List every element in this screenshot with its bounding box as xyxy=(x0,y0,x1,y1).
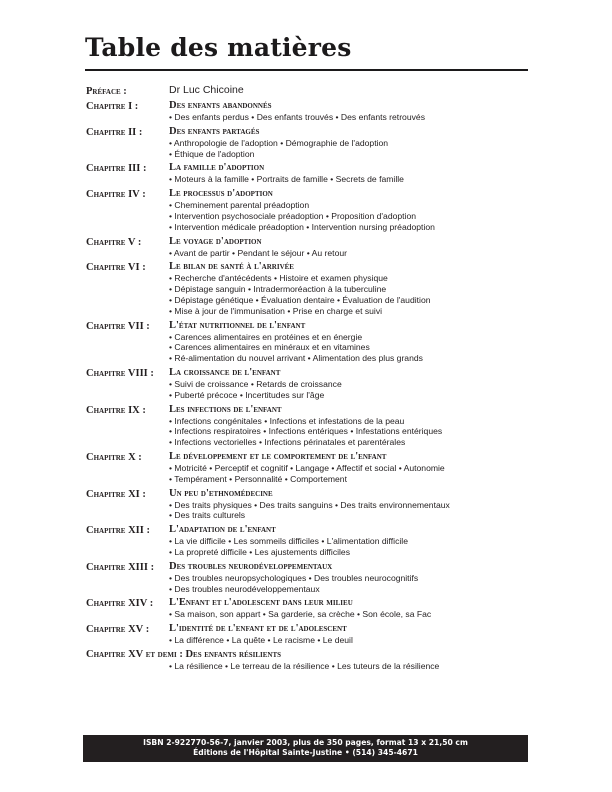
topic-line: • Cheminement parental préadoption xyxy=(169,200,310,211)
toc-entry-chapter xyxy=(86,596,528,620)
toc-entry-chapter xyxy=(86,319,528,364)
entry-label: Chapitre VIII : xyxy=(86,367,154,379)
preface-author: Dr Luc Chicoine xyxy=(169,84,244,96)
entry-label: Chapitre VI : xyxy=(86,262,146,274)
topic-line: • Dépistage sanguin • Intradermoréaction à la tuberculine xyxy=(169,284,387,295)
chapter-topics xyxy=(169,500,528,522)
publication-info-bar xyxy=(83,735,528,762)
title-rule xyxy=(85,69,528,71)
entry-label: Chapitre XIII : xyxy=(86,561,155,573)
chapter-topics xyxy=(169,573,528,595)
toc-entry-chapter xyxy=(86,487,528,522)
chapter-title: Le voyage d'adoption xyxy=(169,235,262,247)
chapter-title: L'identité de l'enfant et de l'adolescent xyxy=(169,623,347,635)
topic-line: • Infections vectorielles • Infections périnatales et parentérales xyxy=(169,437,406,448)
topic-line: • Motricité • Perceptif et cognitif • Langage • Affectif et social • Autonomie xyxy=(169,462,445,473)
topic-line: • Des troubles neurodéveloppementaux xyxy=(169,583,320,594)
toc-entry-chapter xyxy=(86,560,528,595)
topic-line: • Intervention médicale préadoption • Intervention nursing préadoption xyxy=(169,221,435,232)
topic-line: • Éthique de l'adoption xyxy=(169,148,255,159)
toc-entry-chapter xyxy=(86,523,528,558)
toc-entry-chapter xyxy=(86,99,528,123)
toc-entry-chapter xyxy=(86,366,528,401)
toc-entry-chapter xyxy=(86,235,528,259)
toc-entry-preface xyxy=(86,84,528,97)
toc-entry-chapter xyxy=(86,622,528,646)
chapter-topics xyxy=(169,379,528,401)
entry-label: Chapitre X : xyxy=(86,451,142,463)
topic-line: • La vie difficile • Les sommeils difficiles • L'alimentation difficile xyxy=(169,536,408,547)
chapter-title: L'adaptation de l'enfant xyxy=(169,524,276,536)
entry-label: Chapitre III : xyxy=(86,163,147,175)
toc-entry-chapter xyxy=(86,260,528,316)
chapter-topics xyxy=(169,536,528,558)
entry-label: Chapitre IV : xyxy=(86,189,146,201)
entry-label: Chapitre XV : xyxy=(86,624,150,636)
topic-line: • La différence • La quête • Le racisme • Le deuil xyxy=(169,635,353,646)
topic-line: • Tempérament • Personnalité • Comportement xyxy=(169,473,347,484)
topic-line: • Dépistage génétique • Évaluation dentaire • Évaluation de l'audition xyxy=(169,294,431,305)
topic-line: • Des troubles neuropsychologiques • Des troubles neurocognitifs xyxy=(169,572,419,583)
topic-line: • Avant de partir • Pendant le séjour • Au retour xyxy=(169,247,347,258)
entry-label: Chapitre VII : xyxy=(86,320,150,332)
entry-label: Chapitre IX : xyxy=(86,404,146,416)
topic-line: • Moteurs à la famille • Portraits de famille • Secrets de famille xyxy=(169,174,404,185)
chapter-topics xyxy=(169,463,528,485)
topic-line: • Anthropologie de l'adoption • Démographie de l'adoption xyxy=(169,137,389,148)
entry-label: Chapitre XIV : xyxy=(86,598,154,610)
toc-entry-last-chapter xyxy=(86,648,528,672)
topic-line: • Ré-alimentation du nouvel arrivant • Alimentation des plus grands xyxy=(169,353,423,364)
page-title: Table des matières xyxy=(85,33,352,62)
topic-line: • Intervention psychosociale préadoption • Proposition d'adoption xyxy=(169,210,417,221)
topic-line: • La propreté difficile • Les ajustements difficiles xyxy=(169,546,351,557)
chapter-topics xyxy=(169,248,528,259)
chapter-title: Des enfants résilients xyxy=(185,648,282,660)
chapter-title: Un peu d'ethnomédecine xyxy=(169,487,273,499)
topic-line: • Carences alimentaires en minéraux et en vitamines xyxy=(169,342,370,353)
chapter-title: Des troubles neurodéveloppementaux xyxy=(169,560,333,572)
chapter-topics xyxy=(169,332,528,364)
chapter-title: Des enfants abandonnés xyxy=(169,100,272,111)
chapter-topics xyxy=(169,112,528,123)
topic-line: • Recherche d'antécédents • Histoire et examen physique xyxy=(169,273,388,284)
topic-line: • Des enfants perdus • Des enfants trouvés • Des enfants retrouvés xyxy=(169,112,425,122)
isbn-line: ISBN 2-922770-56-7, janvier 2003, plus de 350 pages, format 13 x 21,50 cm xyxy=(143,738,468,747)
chapter-topics xyxy=(169,416,528,448)
toc-entry-chapter xyxy=(86,161,528,185)
entry-label: Chapitre I : xyxy=(86,101,139,112)
chapter-title: Le développement et le comportement de l'enfant xyxy=(169,450,387,462)
chapter-topics xyxy=(169,200,528,232)
topic-line: • Infections congénitales • Infections et infestations de la peau xyxy=(169,415,405,426)
entry-label: Chapitre XII : xyxy=(86,525,150,537)
entry-label: Chapitre XV et demi : xyxy=(86,648,183,660)
topic-line: • Puberté précoce • Incertitudes sur l'âge xyxy=(169,389,325,400)
entry-label: Préface : xyxy=(86,86,127,97)
entry-label: Chapitre XI : xyxy=(86,488,146,500)
topic-line: • Suivi de croissance • Retards de croissance xyxy=(169,378,342,389)
topic-line: • Sa maison, son appart • Sa garderie, sa crèche • Son école, sa Fac xyxy=(169,609,432,620)
chapter-topics xyxy=(86,661,528,672)
toc-entry-chapter xyxy=(86,403,528,448)
topic-line: • Carences alimentaires en protéines et en énergie xyxy=(169,331,363,342)
chapter-topics xyxy=(169,273,528,316)
topic-line: • La résilience • Le terreau de la résilience • Les tuteurs de la résilience xyxy=(169,660,440,671)
toc-entry-chapter xyxy=(86,187,528,232)
chapter-title: Les infections de l'enfant xyxy=(169,403,282,415)
table-of-contents xyxy=(86,84,528,674)
topic-line: • Infections respiratoires • Infections entériques • Infestations entériques xyxy=(169,426,443,437)
topic-line: • Des traits culturels xyxy=(169,510,246,521)
chapter-title: Le bilan de santé à l'arrivée xyxy=(169,261,294,273)
entry-label: Chapitre V : xyxy=(86,236,142,248)
chapter-topics xyxy=(169,635,528,646)
toc-entry-chapter xyxy=(86,450,528,485)
chapter-list xyxy=(86,99,528,646)
topic-line: • Mise à jour de l'immunisation • Prise en charge et suivi xyxy=(169,305,383,316)
topic-line: • Des traits physiques • Des traits sanguins • Des traits environnementaux xyxy=(169,499,450,510)
chapter-title: L'Enfant et l'adolescent dans leur milieu xyxy=(169,597,353,609)
chapter-title: Le processus d'adoption xyxy=(169,188,273,200)
chapter-topics xyxy=(169,609,528,620)
entry-label: Chapitre II : xyxy=(86,126,143,138)
chapter-title: La croissance de l'enfant xyxy=(169,366,281,378)
publisher-line: Éditions de l'Hôpital Sainte-Justine • (514) 345-4671 xyxy=(193,748,418,757)
chapter-title: Des enfants partagés xyxy=(169,125,260,137)
chapter-topics xyxy=(169,174,528,185)
chapter-topics xyxy=(169,138,528,160)
chapter-title: L'état nutritionnel de l'enfant xyxy=(169,319,306,331)
chapter-title: La famille d'adoption xyxy=(169,162,265,174)
toc-entry-chapter xyxy=(86,125,528,160)
